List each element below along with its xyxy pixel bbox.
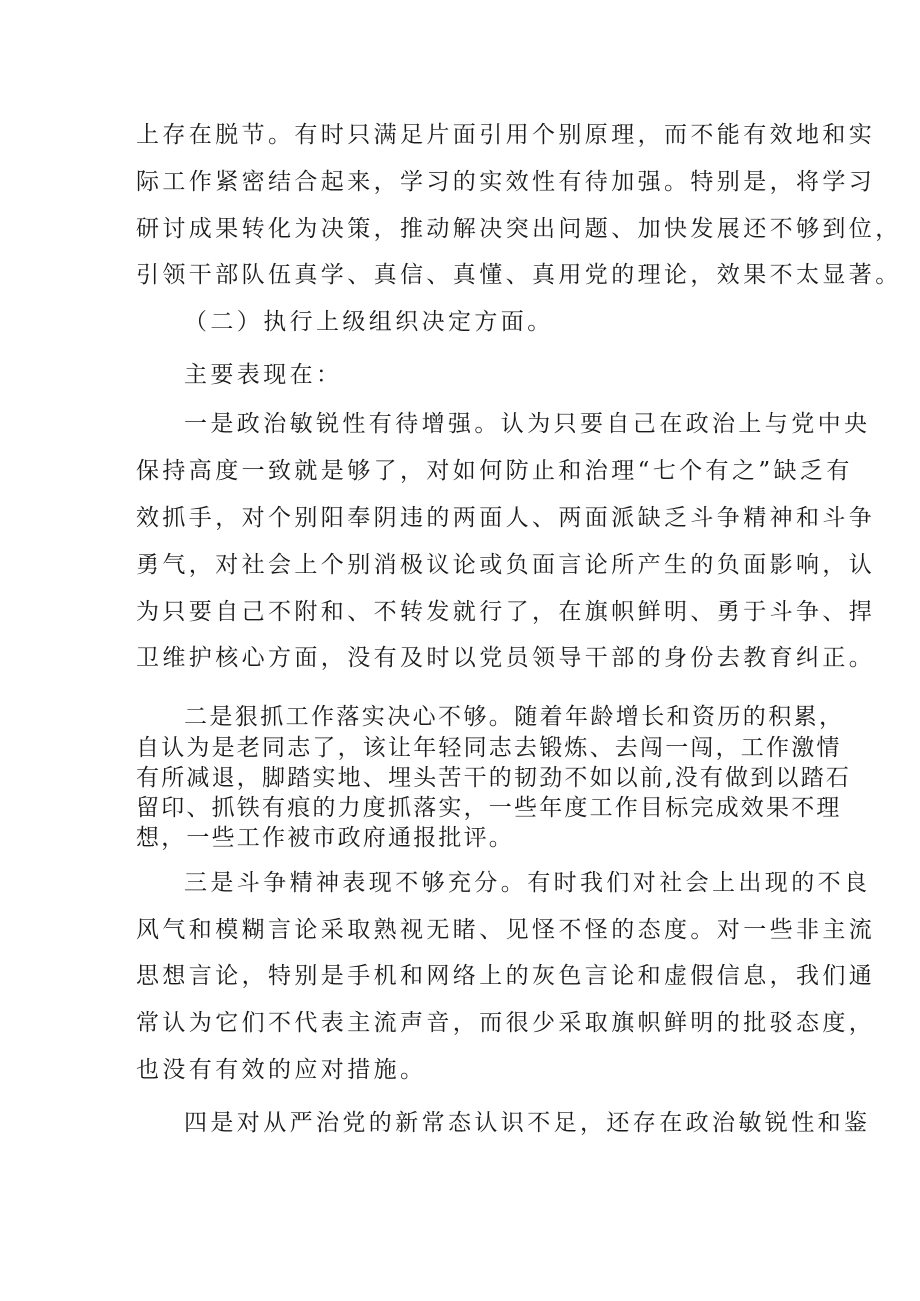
paragraph-3-line-2: 自认为是老同志了，该让年轻同志去锻炼、去闯一闯，工作激情: [136, 735, 842, 761]
paragraph-3-line-4: 留印、抓铁有痕的力度抓落实，一些年度工作目标完成效果不理: [136, 795, 842, 821]
paragraph-2-line-3: 效抓手，对个别阳奉阴违的两面人、两面派缺乏斗争精神和斗争: [136, 505, 876, 531]
paragraph-1-line-1: 上存在脱节。有时只满足片面引用个别原理，而不能有效地和实: [136, 122, 876, 148]
paragraph-2-line-4: 勇气，对社会上个别消极议论或负面言论所产生的负面影响，认: [136, 552, 876, 578]
paragraph-3-line-3: 有所减退，脚踏实地、埋头苦干的韧劲不如以前,没有做到以踏石: [136, 765, 852, 791]
paragraph-4-line-5: 也没有有效的应对措施。: [136, 1057, 427, 1083]
paragraph-3-line-1: 二是狠抓工作落实决心不够。随着年龄增长和资历的积累，: [184, 704, 845, 730]
paragraph-1-line-3: 研讨成果转化为决策，推动解决突出问题、加快发展还不够到位，: [136, 216, 902, 242]
paragraph-4-line-3: 思想言论，特别是手机和网络上的灰色言论和虚假信息，我们通: [136, 963, 876, 989]
paragraph-5-line-1: 四是对从严治党的新常态认识不足，还存在政治敏锐性和鉴: [184, 1110, 871, 1136]
paragraph-2-line-5: 为只要自己不附和、不转发就行了，在旗帜鲜明、勇于斗争、捍: [136, 599, 876, 625]
paragraph-1-line-2: 际工作紧密结合起来，学习的实效性有待加强。特别是，将学习: [136, 169, 876, 195]
section-heading: （二）执行上级组织决定方面。: [184, 309, 554, 335]
paragraph-1-line-4: 引领干部队伍真学、真信、真懂、真用党的理论，效果不太显著。: [136, 262, 902, 288]
paragraph-4-line-2: 风气和模糊言论采取熟视无睹、见怪不怪的态度。对一些非主流: [136, 917, 876, 943]
paragraph-2-line-6: 卫维护核心方面，没有及时以党员领导干部的身份去教育纠正。: [136, 645, 876, 671]
paragraph-3-line-5: 想，一些工作被市政府通报批评。: [136, 825, 514, 851]
paragraph-2-line-1: 一是政治敏锐性有待增强。认为只要自己在政治上与党中央: [184, 411, 871, 437]
paragraph-4-line-4: 常认为它们不代表主流声音，而很少采取旗帜鲜明的批驳态度，: [136, 1010, 876, 1036]
paragraph-4-line-1: 三是斗争精神表现不够充分。有时我们对社会上出现的不良: [184, 870, 871, 896]
paragraph-2-line-2: 保持高度一致就是够了，对如何防止和治理“七个有之”缺乏有: [136, 458, 853, 484]
intro-line: 主要表现在：: [184, 362, 343, 388]
